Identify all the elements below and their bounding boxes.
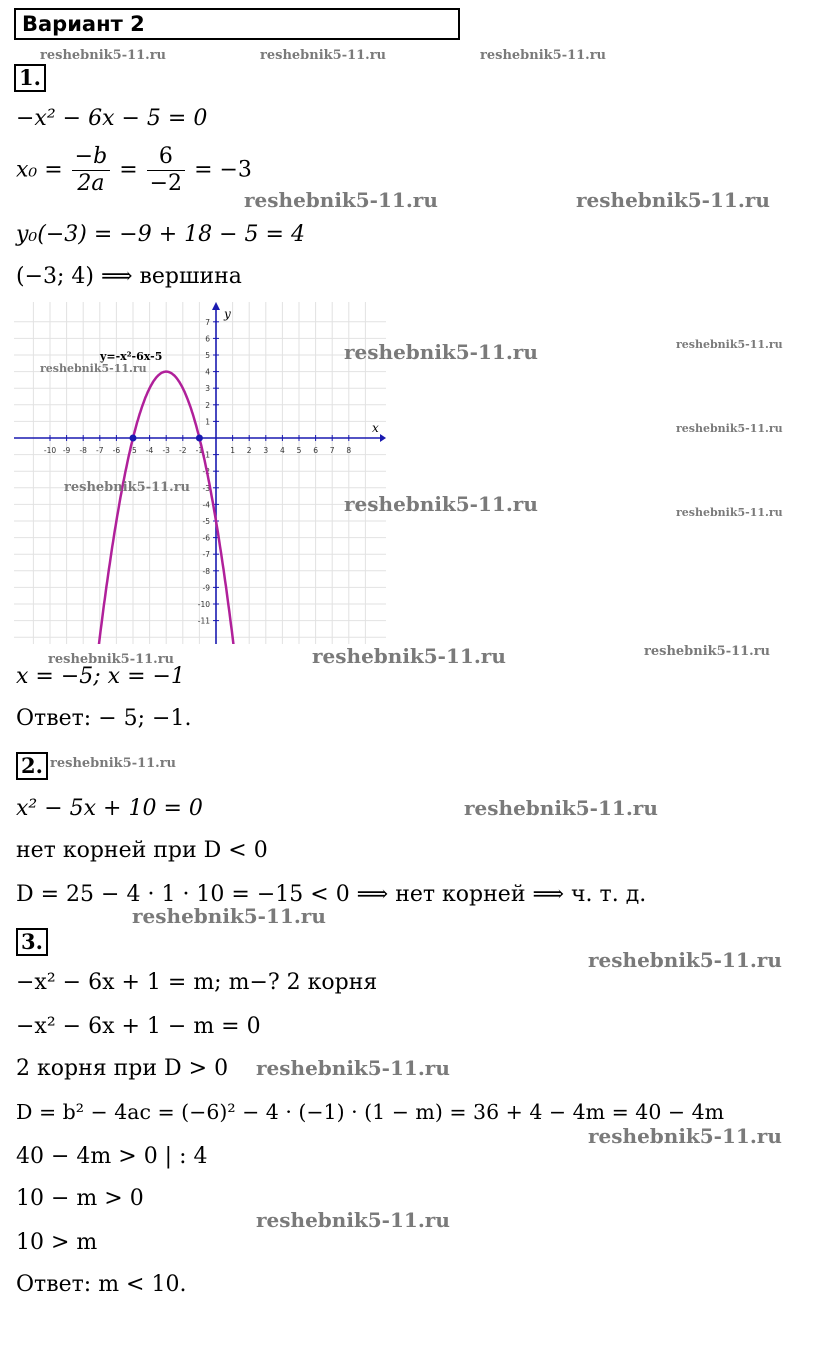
watermark: reshebnik5-11.ru xyxy=(64,480,191,495)
task-2-equation: x² − 5x + 10 = 0 xyxy=(16,796,203,821)
task-1-vertex: (−3; 4) ⟹ вершина xyxy=(16,264,242,289)
header-box xyxy=(14,8,460,40)
task-1-number: 1. xyxy=(14,64,46,92)
task-3-line-3: 2 корня при D > 0 xyxy=(16,1056,229,1081)
root-point xyxy=(196,435,203,442)
y-tick-label: -1 xyxy=(202,450,210,460)
task-3-line-7: 10 > m xyxy=(16,1230,98,1255)
x-tick-label: 4 xyxy=(280,446,285,455)
x-tick-label: -4 xyxy=(145,446,154,455)
x-tick-label: -3 xyxy=(162,446,170,455)
x0-label: x₀ = xyxy=(16,157,63,183)
task-3-line-4: D = b² − 4ac = (−6)² − 4 · (−1) · (1 − m) = 36 + 4 − 4m = 40 − 4m xyxy=(16,1100,725,1124)
x0-result: = −3 xyxy=(194,157,252,183)
y-tick-label: -3 xyxy=(202,483,210,493)
watermark: reshebnik5-11.ru xyxy=(260,48,387,63)
x-axis-arrow xyxy=(380,434,386,442)
watermark: reshebnik5-11.ru xyxy=(50,756,177,771)
watermark: reshebnik5-11.ru xyxy=(40,362,147,375)
x-tick-label: 6 xyxy=(313,446,318,455)
x-tick-label: 2 xyxy=(246,446,252,455)
equals-sign: = xyxy=(119,157,138,183)
y-tick-label: -5 xyxy=(202,517,210,526)
x-tick-label: -8 xyxy=(79,446,87,455)
x-tick-label: -5 xyxy=(129,446,137,455)
task-1-roots: x = −5; x = −1 xyxy=(16,664,185,689)
watermark: reshebnik5-11.ru xyxy=(344,492,538,516)
watermark: reshebnik5-11.ru xyxy=(48,652,175,667)
watermark: reshebnik5-11.ru xyxy=(312,644,506,668)
task-3-line-5: 40 − 4m > 0 | : 4 xyxy=(16,1144,208,1169)
x-tick-label: 1 xyxy=(230,446,235,455)
y-tick-label: -10 xyxy=(197,600,210,609)
y-tick-label: -7 xyxy=(202,550,210,560)
watermark: reshebnik5-11.ru xyxy=(588,948,782,972)
task-2-number: 2. xyxy=(16,752,48,780)
watermark: reshebnik5-11.ru xyxy=(256,1208,450,1232)
x-tick-label: -9 xyxy=(62,446,71,455)
y-tick-label: 7 xyxy=(205,317,210,327)
x-tick-label: 8 xyxy=(346,446,352,455)
watermark: reshebnik5-11.ru xyxy=(40,48,167,63)
y-axis-label: y xyxy=(224,307,231,321)
x-tick-label: -7 xyxy=(96,446,104,455)
graph-grid xyxy=(14,302,386,644)
y-tick-label: 2 xyxy=(205,400,210,410)
fraction-denominator: 2a xyxy=(77,171,105,196)
y-tick-label: -11 xyxy=(197,616,210,626)
y-tick-label: -4 xyxy=(202,500,210,510)
task-1-vertex-x xyxy=(16,144,252,197)
fraction-b-2a xyxy=(72,144,111,197)
watermark: reshebnik5-11.ru xyxy=(464,796,658,820)
y-tick-label: -9 xyxy=(202,583,210,593)
fraction-numerator: 6 xyxy=(147,144,185,171)
watermark: reshebnik5-11.ru xyxy=(576,188,770,212)
y-tick-label: 6 xyxy=(205,334,210,344)
y-tick-label: -8 xyxy=(202,566,210,576)
fraction-6-minus2 xyxy=(147,144,185,197)
y-tick-label: -2 xyxy=(202,467,210,477)
task-3-answer: Ответ: m < 10. xyxy=(16,1272,187,1297)
root-point xyxy=(130,435,137,442)
fraction-numerator: −b xyxy=(72,144,111,171)
y-tick-label: -6 xyxy=(202,533,210,543)
watermark: reshebnik5-11.ru xyxy=(256,1056,450,1080)
x-axis-label: x xyxy=(372,421,379,435)
watermark: reshebnik5-11.ru xyxy=(588,1124,782,1148)
watermark: reshebnik5-11.ru xyxy=(676,506,783,519)
y-tick-label: 5 xyxy=(205,351,210,360)
fraction-denominator: −2 xyxy=(149,171,183,196)
watermark: reshebnik5-11.ru xyxy=(132,904,326,928)
function-label: y=-x²-6x-5 xyxy=(100,350,163,363)
task-3-line-6: 10 − m > 0 xyxy=(16,1186,144,1211)
task-1-equation: −x² − 6x − 5 = 0 xyxy=(16,106,208,131)
watermark: reshebnik5-11.ru xyxy=(644,644,771,659)
task-3-line-2: −x² − 6x + 1 − m = 0 xyxy=(16,1014,261,1039)
watermark: reshebnik5-11.ru xyxy=(480,48,607,63)
watermark: reshebnik5-11.ru xyxy=(676,338,783,351)
y-tick-label: 4 xyxy=(205,367,210,377)
parabola-graph xyxy=(14,302,386,644)
watermark: reshebnik5-11.ru xyxy=(344,340,538,364)
y-tick-label: 1 xyxy=(205,417,210,427)
x-tick-label: -1 xyxy=(195,446,204,455)
graph-axes xyxy=(14,302,386,644)
page-title: Вариант 2 xyxy=(22,12,145,36)
task-3-line-1: −x² − 6x + 1 = m; m−? 2 корня xyxy=(16,970,378,995)
x-tick-label: 5 xyxy=(296,446,302,455)
x-tick-label: 3 xyxy=(263,446,269,455)
task-3-number: 3. xyxy=(16,928,48,956)
y-tick-label: 3 xyxy=(205,384,210,394)
task-1-answer: Ответ: − 5; −1. xyxy=(16,706,192,731)
x-tick-label: 7 xyxy=(329,446,335,455)
y-axis-arrow xyxy=(212,302,220,310)
watermark: reshebnik5-11.ru xyxy=(676,422,783,435)
watermark: reshebnik5-11.ru xyxy=(244,188,438,212)
x-tick-label: -2 xyxy=(179,446,187,455)
task-1-vertex-y: y₀(−3) = −9 + 18 − 5 = 4 xyxy=(16,222,305,247)
task-2-condition: нет корней при D < 0 xyxy=(16,838,268,863)
x-tick-label: -6 xyxy=(112,446,121,455)
x-tick-label: -10 xyxy=(43,446,57,455)
task-2-discriminant: D = 25 − 4 · 1 · 10 = −15 < 0 ⟹ нет корней ⟹ ч. т. д. xyxy=(16,882,647,907)
